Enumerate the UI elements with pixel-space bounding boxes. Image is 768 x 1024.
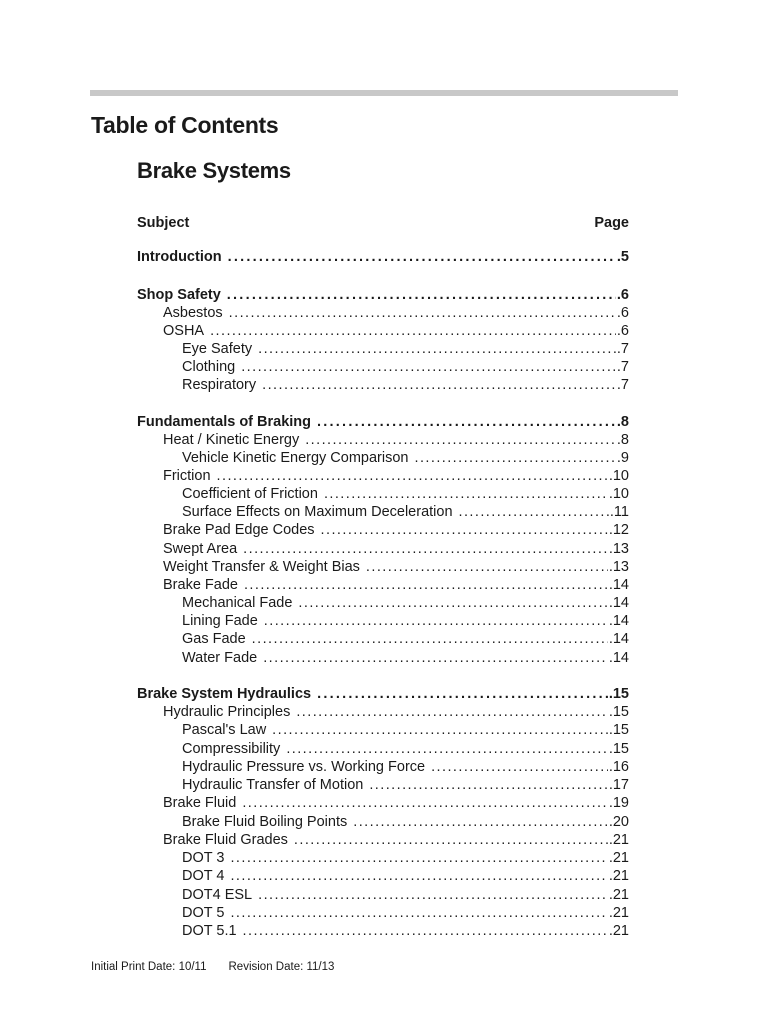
toc-entry-title: Clothing: [182, 359, 236, 375]
toc-entry[interactable]: [182, 740, 629, 758]
dot-leader: [294, 831, 608, 849]
toc-entry-title: Lining Fade: [182, 613, 258, 629]
toc-section[interactable]: [137, 413, 629, 431]
dot-leader: [414, 449, 615, 467]
toc-entry-page: .21: [608, 887, 629, 903]
toc-entry-page: .15: [608, 686, 629, 702]
toc-entry-page: .17: [608, 777, 629, 793]
toc-entry[interactable]: [182, 449, 629, 467]
dot-leader: [227, 286, 616, 304]
toc-entry[interactable]: [163, 304, 629, 322]
dot-leader: [369, 776, 608, 794]
toc-entry-title: Shop Safety: [137, 287, 221, 303]
toc-entry[interactable]: [182, 721, 629, 739]
toc-entry[interactable]: [182, 758, 629, 776]
toc-column-header: [137, 215, 629, 231]
dot-leader: [431, 758, 608, 776]
toc-entry-title: Hydraulic Principles: [163, 704, 291, 720]
dot-leader: [321, 521, 608, 539]
dot-leader: [243, 922, 608, 940]
toc-entry-page: .6: [616, 323, 629, 339]
toc-entry-page: .10: [608, 468, 629, 484]
dot-leader: [353, 813, 608, 831]
dot-leader: [242, 794, 607, 812]
dot-leader: [230, 849, 607, 867]
toc-entry-page: .14: [608, 631, 629, 647]
toc-entry[interactable]: [182, 849, 629, 867]
dot-leader: [230, 904, 607, 922]
dot-leader: [262, 376, 616, 394]
toc-entry-title: Eye Safety: [182, 341, 253, 357]
document-title: Brake Systems: [137, 158, 291, 183]
toc-entry-page: .12: [608, 522, 629, 538]
toc-section[interactable]: [137, 286, 629, 304]
toc-entry-page: .15: [608, 741, 629, 757]
toc-entry[interactable]: [182, 649, 629, 667]
dot-leader: [252, 630, 608, 648]
toc-entry-title: Brake Fluid: [163, 795, 237, 811]
toc-entry-page: .14: [608, 577, 629, 593]
toc-entry[interactable]: [182, 630, 629, 648]
toc-entry-title: Respiratory: [182, 377, 257, 393]
toc-entry-title: DOT4 ESL: [182, 887, 253, 903]
toc-entry-page: .8: [616, 414, 629, 430]
toc-entry-page: .5: [616, 249, 629, 265]
toc-entry[interactable]: [182, 503, 629, 521]
dot-leader: [272, 721, 608, 739]
toc-entry[interactable]: [163, 540, 629, 558]
toc-entry[interactable]: [182, 340, 629, 358]
toc-entry-title: Gas Fade: [182, 631, 246, 647]
dot-leader: [210, 322, 616, 340]
toc-entry[interactable]: [163, 521, 629, 539]
dot-leader: [228, 248, 616, 266]
toc-entry-page: .7: [616, 359, 629, 375]
toc-entry-page: .15: [608, 722, 629, 738]
toc-entry[interactable]: [163, 703, 629, 721]
toc-entry[interactable]: [163, 558, 629, 576]
toc-entry-page: .21: [608, 832, 629, 848]
toc-section[interactable]: [137, 248, 629, 266]
toc-entry[interactable]: [182, 904, 629, 922]
toc-entry-title: DOT 4: [182, 868, 225, 884]
toc-entry-title: Hydraulic Pressure vs. Working Force: [182, 759, 426, 775]
dot-leader: [298, 594, 607, 612]
toc-entry-page: .11: [609, 504, 629, 520]
dot-leader: [217, 467, 608, 485]
toc-entry[interactable]: [182, 612, 629, 630]
toc-entry-page: .6: [616, 287, 629, 303]
page-column-label: Page: [594, 215, 629, 231]
toc-entry-title: Compressibility: [182, 741, 281, 757]
toc-entry-title: Brake Fluid Boiling Points: [182, 814, 348, 830]
toc-entry-title: Swept Area: [163, 541, 238, 557]
toc-entry-title: Water Fade: [182, 650, 258, 666]
dot-leader: [258, 886, 608, 904]
toc-entry-title: Hydraulic Transfer of Motion: [182, 777, 364, 793]
toc-entry-page: .7: [616, 341, 629, 357]
toc-entry-title: Friction: [163, 468, 211, 484]
dot-leader: [263, 649, 608, 667]
toc-entry-page: .15: [608, 704, 629, 720]
toc-entry-page: .21: [608, 850, 629, 866]
dot-leader: [296, 703, 608, 721]
table-of-contents: [137, 0, 629, 1024]
toc-entry[interactable]: [163, 322, 629, 340]
toc-entry[interactable]: [163, 794, 629, 812]
toc-entry-title: Brake Fluid Grades: [163, 832, 288, 848]
toc-entry-title: Introduction: [137, 249, 222, 265]
toc-entry-page: .14: [608, 595, 629, 611]
toc-entry-page: .7: [616, 377, 629, 393]
dot-leader: [244, 576, 608, 594]
dot-leader: [317, 413, 616, 431]
dot-leader: [305, 431, 616, 449]
toc-entry-page: .21: [608, 868, 629, 884]
toc-entry-title: Coefficient of Friction: [182, 486, 318, 502]
toc-entry-page: .6: [616, 305, 629, 321]
toc-entry-title: Weight Transfer & Weight Bias: [163, 559, 360, 575]
dot-leader: [229, 304, 616, 322]
initial-print-date: Initial Print Date: 10/11: [91, 961, 207, 973]
toc-entry-title: Vehicle Kinetic Energy Comparison: [182, 450, 409, 466]
toc-entry-page: .8: [616, 432, 629, 448]
toc-entry-page: .16: [608, 759, 629, 775]
toc-entry-page: .14: [608, 613, 629, 629]
toc-entry[interactable]: [163, 831, 629, 849]
toc-entry-page: .14: [608, 650, 629, 666]
toc-entry-title: Brake Fade: [163, 577, 238, 593]
toc-entry-title: Mechanical Fade: [182, 595, 293, 611]
toc-entry-page: .21: [608, 905, 629, 921]
toc-entry[interactable]: [182, 485, 629, 503]
toc-entry-page: .20: [608, 814, 629, 830]
dot-leader: [366, 558, 608, 576]
toc-entry-title: OSHA: [163, 323, 205, 339]
dot-leader: [459, 503, 609, 521]
subject-column-label: Subject: [137, 215, 190, 231]
toc-entry-page: .13: [608, 541, 629, 557]
toc-entry-title: Heat / Kinetic Energy: [163, 432, 300, 448]
toc-entry[interactable]: [182, 594, 629, 612]
toc-title: Table of Contents: [91, 112, 279, 138]
toc-entry-title: DOT 3: [182, 850, 225, 866]
toc-entry-page: .10: [608, 486, 629, 502]
dot-leader: [264, 612, 608, 630]
dot-leader: [258, 340, 616, 358]
toc-entry-title: DOT 5: [182, 905, 225, 921]
revision-date: Revision Date: 11/13: [228, 961, 335, 973]
dot-leader: [241, 358, 616, 376]
toc-entry[interactable]: [182, 776, 629, 794]
toc-entry[interactable]: [182, 867, 629, 885]
dot-leader: [317, 685, 608, 703]
toc-entry[interactable]: [182, 922, 629, 940]
dot-leader: [286, 740, 608, 758]
dot-leader: [324, 485, 608, 503]
toc-entry[interactable]: [182, 376, 629, 394]
toc-entry[interactable]: [163, 467, 629, 485]
toc-entry[interactable]: [163, 431, 629, 449]
toc-entry-title: Surface Effects on Maximum Deceleration: [182, 504, 453, 520]
toc-entry-title: DOT 5.1: [182, 923, 237, 939]
toc-section[interactable]: [137, 685, 629, 703]
toc-entry[interactable]: [182, 358, 629, 376]
page-footer: [91, 961, 334, 973]
toc-entry-page: .19: [608, 795, 629, 811]
toc-entry-page: .13: [608, 559, 629, 575]
toc-entry-page: .9: [616, 450, 629, 466]
toc-entry-title: Brake System Hydraulics: [137, 686, 312, 702]
toc-entry[interactable]: [182, 813, 629, 831]
toc-entry[interactable]: [163, 576, 629, 594]
toc-entry[interactable]: [182, 886, 629, 904]
toc-entry-title: Fundamentals of Braking: [137, 414, 312, 430]
toc-entry-title: Brake Pad Edge Codes: [163, 522, 315, 538]
toc-entry-title: Pascal's Law: [182, 722, 267, 738]
toc-entry-page: .21: [608, 923, 629, 939]
dot-leader: [230, 867, 607, 885]
toc-entry-title: Asbestos: [163, 305, 223, 321]
dot-leader: [243, 540, 608, 558]
